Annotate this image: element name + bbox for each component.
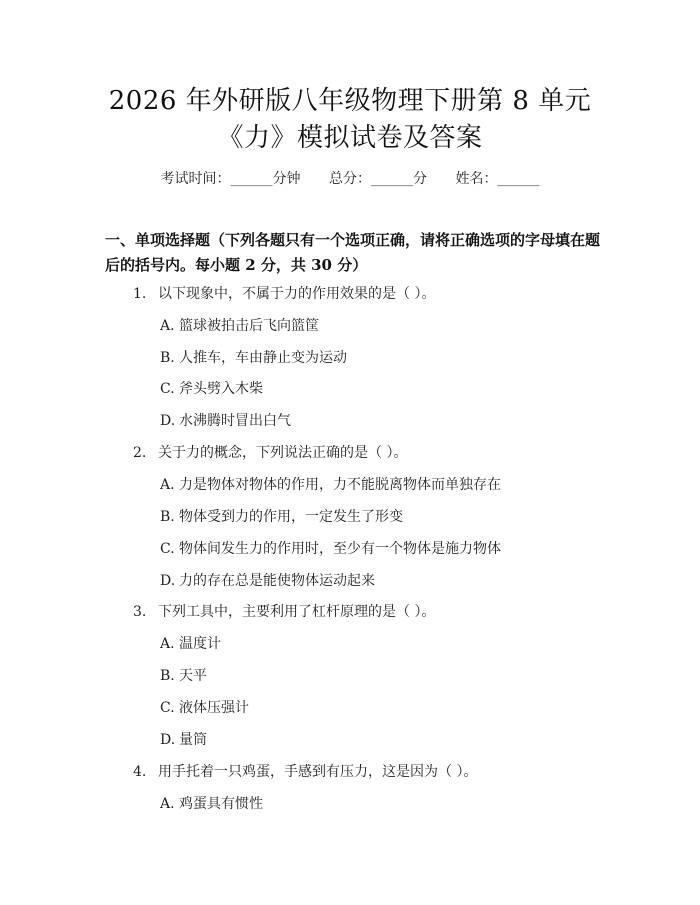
question-4: [133, 761, 477, 781]
option-letter: C.: [160, 381, 175, 397]
question-1-option-c: [160, 378, 263, 398]
question-1-option-a: [160, 315, 319, 335]
option-text: 斧头劈入木柴: [179, 381, 263, 397]
option-text: 天平: [179, 668, 207, 684]
option-text: 人推车，车由静止变为运动: [179, 350, 347, 366]
option-letter: D.: [160, 573, 176, 589]
option-letter: B.: [160, 668, 175, 684]
option-letter: B.: [160, 350, 175, 366]
exam-total-score: 总分：______分: [329, 171, 427, 187]
title-line-2: 《力》模拟试卷及答案: [217, 123, 483, 153]
option-text: 鸡蛋具有惯性: [179, 796, 263, 812]
question-number: 4.: [133, 764, 147, 780]
question-number: 1.: [133, 286, 147, 302]
question-text: 以下现象中，不属于力的作用效果的是（ ）。: [158, 286, 436, 302]
option-letter: B.: [160, 509, 175, 525]
question-2-option-a: [160, 474, 501, 494]
option-text: 物体受到力的作用，一定发生了形变: [179, 509, 403, 525]
option-letter: A.: [160, 636, 175, 652]
option-text: 量筒: [179, 732, 207, 748]
question-3-option-a: [160, 633, 221, 653]
option-text: 力是物体对物体的作用，力不能脱离物体而单独存在: [179, 477, 501, 493]
question-3-option-b: [160, 665, 207, 685]
question-2-option-c: [160, 538, 501, 558]
question-1: [133, 283, 435, 303]
option-letter: A.: [160, 318, 175, 334]
question-number: 2.: [133, 445, 147, 461]
question-text: 用手托着一只鸡蛋，手感到有压力，这是因为（ ）。: [158, 764, 478, 780]
question-2-option-b: [160, 506, 403, 526]
exam-name: 姓名：______: [455, 171, 540, 187]
option-letter: A.: [160, 477, 175, 493]
option-text: 水沸腾时冒出白气: [179, 413, 291, 429]
question-2: [133, 442, 407, 462]
question-2-option-d: [160, 570, 375, 590]
option-text: 篮球被拍击后飞向篮筐: [179, 318, 319, 334]
exam-info-line: [0, 168, 700, 188]
option-letter: A.: [160, 796, 175, 812]
exam-time: 考试时间：______分钟: [160, 171, 301, 187]
option-text: 液体压强计: [179, 700, 249, 716]
question-3-option-c: [160, 697, 249, 717]
question-text: 下列工具中，主要利用了杠杆原理的是（ ）。: [158, 604, 436, 620]
option-letter: D.: [160, 413, 176, 429]
question-1-option-b: [160, 347, 347, 367]
section-heading: 一、单项选择题（下列各题只有一个选项正确，请将正确选项的字母填在题后的括号内。每小题 2 分，共 30 分）: [105, 231, 601, 274]
question-text: 关于力的概念，下列说法正确的是（ ）。: [158, 445, 408, 461]
option-letter: C.: [160, 700, 175, 716]
question-3-option-d: [160, 729, 207, 749]
question-1-option-d: [160, 410, 291, 430]
option-letter: C.: [160, 541, 175, 557]
question-number: 3.: [133, 604, 147, 620]
title-line-1: 2026 年外研版八年级物理下册第 8 单元: [108, 86, 592, 116]
question-3: [133, 601, 435, 621]
option-text: 温度计: [179, 636, 221, 652]
option-text: 力的存在总是能使物体运动起来: [179, 573, 375, 589]
question-4-option-a: [160, 793, 263, 813]
option-text: 物体间发生力的作用时，至少有一个物体是施力物体: [179, 541, 501, 557]
option-letter: D.: [160, 732, 176, 748]
